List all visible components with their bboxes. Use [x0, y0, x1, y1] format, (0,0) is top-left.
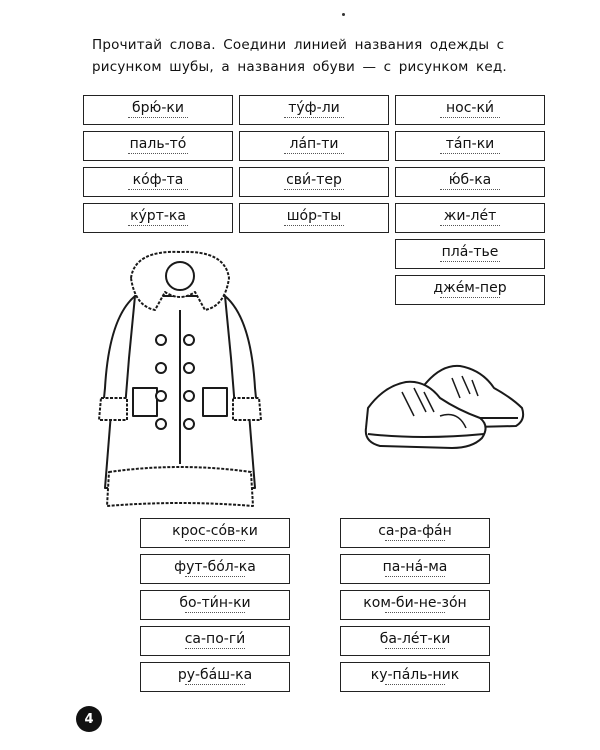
- word-box[interactable]: [140, 662, 290, 692]
- word-label: ко́ф-та: [132, 172, 184, 188]
- word-label: ту́ф-ли: [288, 100, 340, 116]
- word-label: ла́п-ти: [289, 136, 339, 152]
- word-label: нос-ки́: [445, 100, 495, 116]
- word-box[interactable]: [395, 239, 545, 269]
- word-box[interactable]: [395, 203, 545, 233]
- word-box[interactable]: [340, 662, 490, 692]
- word-label: ку-па́ль-ник: [370, 667, 460, 683]
- word-label: са-ра-фа́н: [378, 523, 452, 539]
- word-label: брю́-ки: [132, 100, 184, 116]
- print-dot: [342, 13, 345, 16]
- word-label: ру-ба́ш-ка: [177, 667, 253, 683]
- word-label: та́п-ки: [445, 136, 495, 152]
- word-box[interactable]: [340, 626, 490, 656]
- word-label: са-по-ги́: [184, 631, 246, 647]
- word-label: фут-бо́л-ка: [174, 559, 256, 575]
- word-box[interactable]: [83, 95, 233, 125]
- word-label: бо-ти́н-ки: [179, 595, 251, 611]
- word-label: жи-ле́т: [443, 208, 497, 224]
- word-label: шо́р-ты: [286, 208, 342, 224]
- sneakers-icon[interactable]: [362, 358, 527, 458]
- word-box[interactable]: [340, 554, 490, 584]
- word-box[interactable]: [395, 275, 545, 305]
- word-box[interactable]: [395, 95, 545, 125]
- word-label: пла́-тье: [441, 244, 499, 260]
- word-box[interactable]: [239, 203, 389, 233]
- word-label: крос-со́в-ки: [172, 523, 258, 539]
- word-box[interactable]: [140, 626, 290, 656]
- word-box[interactable]: [340, 590, 490, 620]
- word-box[interactable]: [395, 131, 545, 161]
- word-label: ку́рт-ка: [130, 208, 186, 224]
- word-box[interactable]: [83, 131, 233, 161]
- word-box[interactable]: [83, 167, 233, 197]
- word-box[interactable]: [239, 167, 389, 197]
- word-box[interactable]: [340, 518, 490, 548]
- word-box[interactable]: [395, 167, 545, 197]
- word-box[interactable]: [239, 131, 389, 161]
- word-label: дже́м-пер: [433, 280, 507, 296]
- word-box[interactable]: [140, 590, 290, 620]
- word-label: паль-то́: [129, 136, 187, 152]
- word-label: ком-би-не-зо́н: [363, 595, 467, 611]
- word-label: па-на́-ма: [382, 559, 448, 575]
- word-label: ба-ле́т-ки: [379, 631, 451, 647]
- page-number: 4: [76, 706, 102, 732]
- word-label: ю́б-ка: [448, 172, 492, 188]
- task-instruction: Прочитай слова. Соедини линией названия одежды с рисунком шубы, а названия обуви — с рисунком кед.: [92, 37, 507, 75]
- word-box[interactable]: [140, 518, 290, 548]
- fur-coat-icon[interactable]: [95, 248, 265, 508]
- word-box[interactable]: [83, 203, 233, 233]
- word-box[interactable]: [239, 95, 389, 125]
- word-label: сви́-тер: [286, 172, 342, 188]
- word-box[interactable]: [140, 554, 290, 584]
